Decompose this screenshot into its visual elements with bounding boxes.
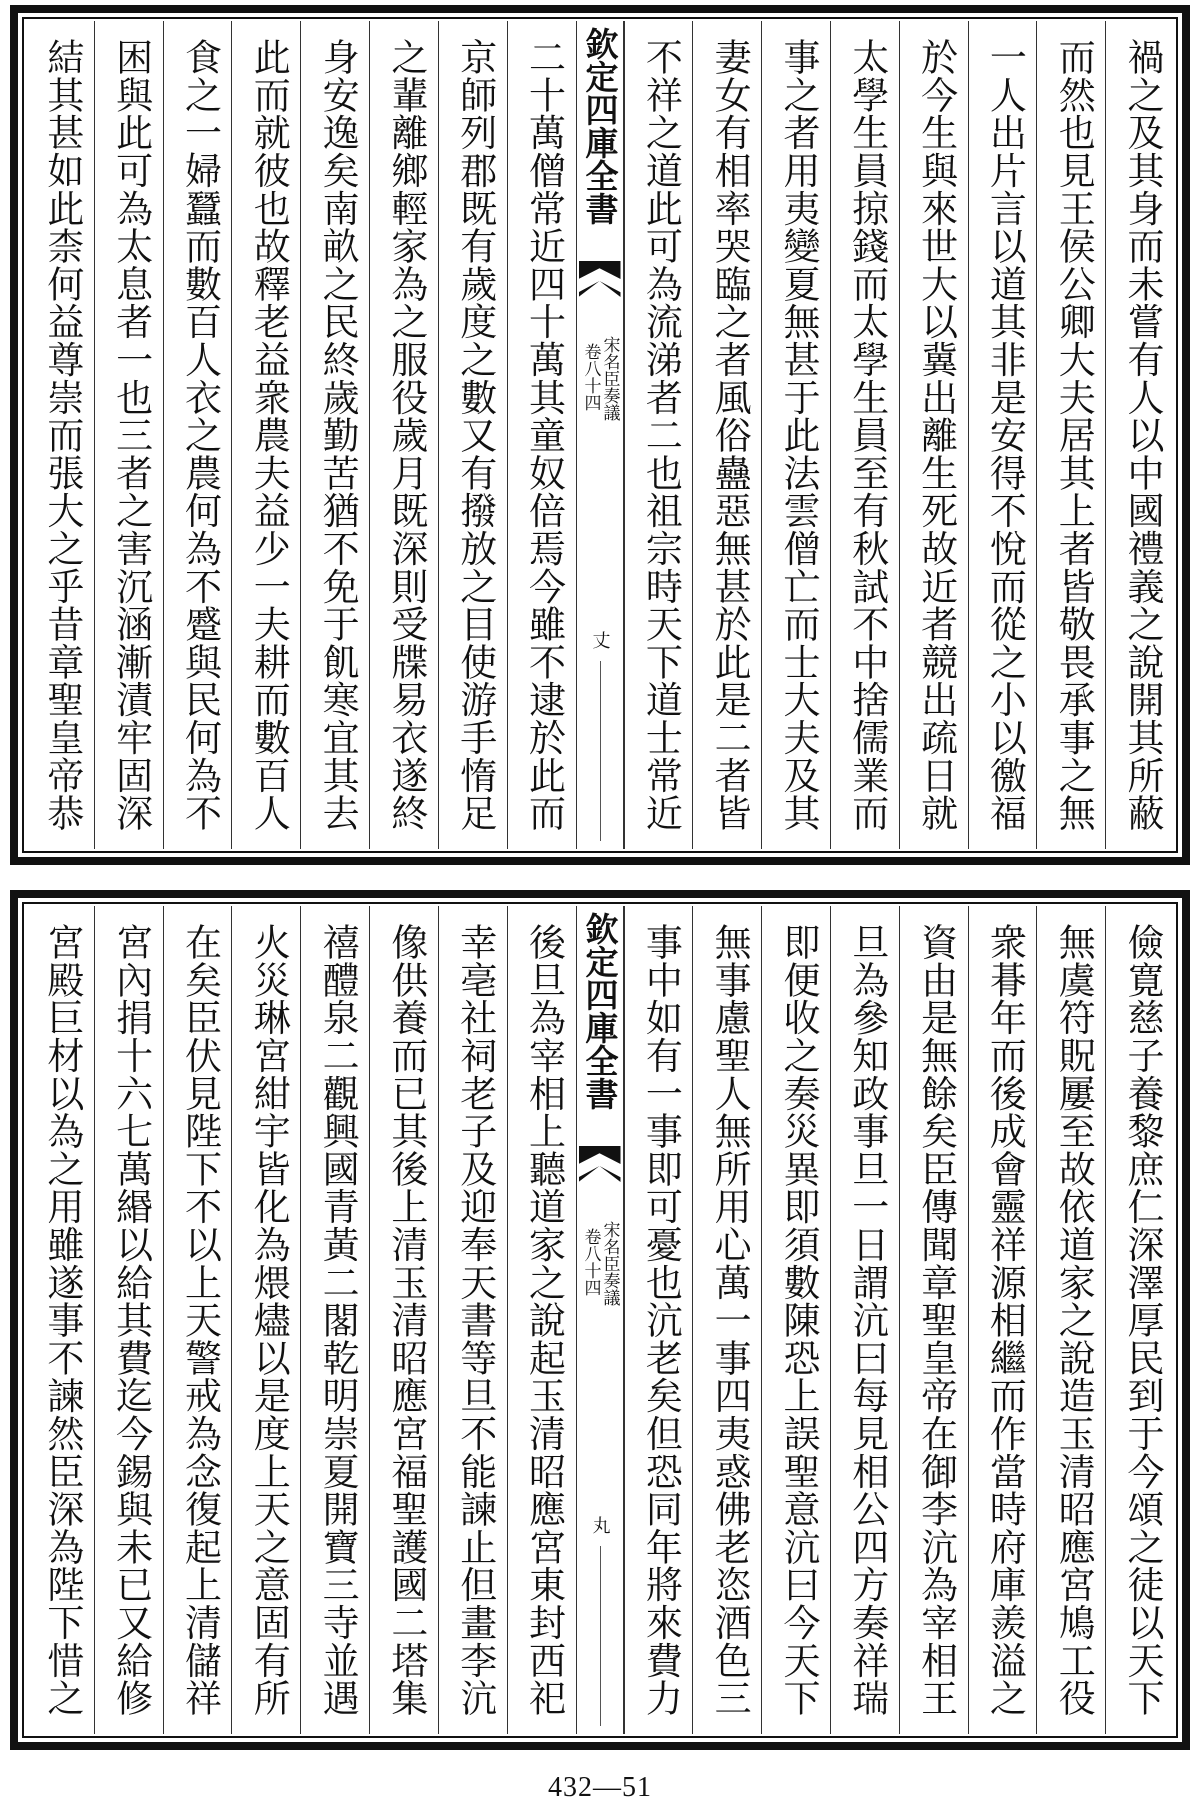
fish-tail-mark-icon xyxy=(579,1146,621,1186)
text-column: 結其甚如此柰何益尊崇而張大之乎昔章聖皇帝恭 xyxy=(40,38,84,832)
text-column: 幸亳社祠老子及迎奉天書等旦不能諫止但畫李沆 xyxy=(438,906,507,1734)
collection-title: 宋名臣奏議 xyxy=(599,336,620,421)
text-column: 儉寛慈子養黎庶仁深澤厚民到于今頌之徒以天下 xyxy=(1105,906,1174,1734)
book-title: 欽定四庫全書 xyxy=(580,912,620,1110)
text-column: 京師列郡既有歲度之數又有撥放之目使游手惰足 xyxy=(438,21,507,849)
fold-rule xyxy=(600,1546,601,1726)
text-column: 無事慮聖人無所用心萬一事四夷惑佛老恣酒色三 xyxy=(692,906,761,1734)
text-column: 事中如有一事即可憂也沆老矣但恐同年將來費力 xyxy=(624,906,693,1734)
text-column: 火災琳宮紺宇皆化為煨燼以是度上天之意固有所 xyxy=(231,906,300,1734)
text-column: 於今生與來世大以冀出離生死故近者競出疏日就 xyxy=(899,21,968,849)
text-column: 此而就彼也故釋老益衆農夫益少一夫耕而數百人 xyxy=(231,21,300,849)
text-column: 太學生員掠錢而太學生員至有秋試不中捨儒業而 xyxy=(830,21,899,849)
text-column: 後旦為宰相上聽道家之說起玉清昭應宮東封西祀 xyxy=(507,906,576,1734)
page-number: 432—51 xyxy=(548,1772,652,1803)
text-column: 無虞符貺屢至故依道家之說造玉清昭應宮鳩工役 xyxy=(1036,906,1105,1734)
text-column: 宮殿巨材以為之用雖遂事不諫然臣深為陛下惜之 xyxy=(40,923,84,1717)
text-column: 像供養而已其後上清玉清昭應宮福聖護國二塔集 xyxy=(369,906,438,1734)
text-column: 一人出片言以道其非是安得不悅而從之小以徼福 xyxy=(968,21,1037,849)
fold-rule xyxy=(600,661,601,841)
text-column: 禧醴泉二觀興國青黃二閣乾明崇夏開寶三寺並遇 xyxy=(300,906,369,1734)
text-column: 衆朞年而後成會靈祥源相繼而作當時府庫羨溢之 xyxy=(968,906,1037,1734)
text-column: 在矣臣伏見陛下不以上天警戒為念復起上清儲祥 xyxy=(163,906,232,1734)
text-column: 食之一婦蠶而數百人衣之農何為不蹙與民何為不 xyxy=(163,21,232,849)
text-column: 之輩離鄉輕家為之服役歲月既深則受牒易衣遂終 xyxy=(369,21,438,849)
text-column: 而然也見王侯公卿大夫居其上者皆敬畏承事之無 xyxy=(1036,21,1105,849)
bottom-page-columns xyxy=(26,906,1174,1734)
text-column: 事之者用夷變夏無甚于此法雲僧亡而士大夫及其 xyxy=(761,21,830,849)
text-column: 妻女有相率哭臨之者風俗蠱惡無甚於此是二者皆 xyxy=(692,21,761,849)
text-column: 不祥之道此可為流涕者二也祖宗時天下道士常近 xyxy=(624,21,693,849)
center-fold xyxy=(576,21,624,849)
collection-title: 宋名臣奏議 xyxy=(599,1221,620,1306)
top-page-columns xyxy=(26,21,1174,849)
text-column: 禍之及其身而未嘗有人以中國禮義之說開其所蔽 xyxy=(1105,21,1174,849)
text-column: 宮內捐十六七萬緡以給其費迄今錫與未已又給修 xyxy=(94,906,163,1734)
volume-number: 卷八十四 xyxy=(580,343,601,411)
folio-number: 丈 xyxy=(589,631,611,649)
text-column: 即便收之奏災異即須數陳恐上誤聖意沆曰今天下 xyxy=(761,906,830,1734)
volume-number: 卷八十四 xyxy=(580,1228,601,1296)
book-title: 欽定四庫全書 xyxy=(580,27,620,225)
bottom-page xyxy=(10,890,1190,1750)
text-column: 旦為參知政事旦一日謂沆曰每見相公四方奏祥瑞 xyxy=(830,906,899,1734)
text-column: 資由是無餘矣臣傳聞章聖皇帝在御李沆為宰相王 xyxy=(899,906,968,1734)
center-fold xyxy=(576,906,624,1734)
top-page xyxy=(10,5,1190,865)
text-column: 身安逸矣南畝之民終歲勤苦猶不免于飢寒宜其去 xyxy=(300,21,369,849)
text-column: 困與此可為太息者一也三者之害沉涵漸漬牢固深 xyxy=(94,21,163,849)
fish-tail-mark-icon xyxy=(579,261,621,301)
folio-number: 丸 xyxy=(589,1516,611,1534)
text-column: 二十萬僧常近四十萬其童奴倍焉今雖不逮於此而 xyxy=(507,21,576,849)
